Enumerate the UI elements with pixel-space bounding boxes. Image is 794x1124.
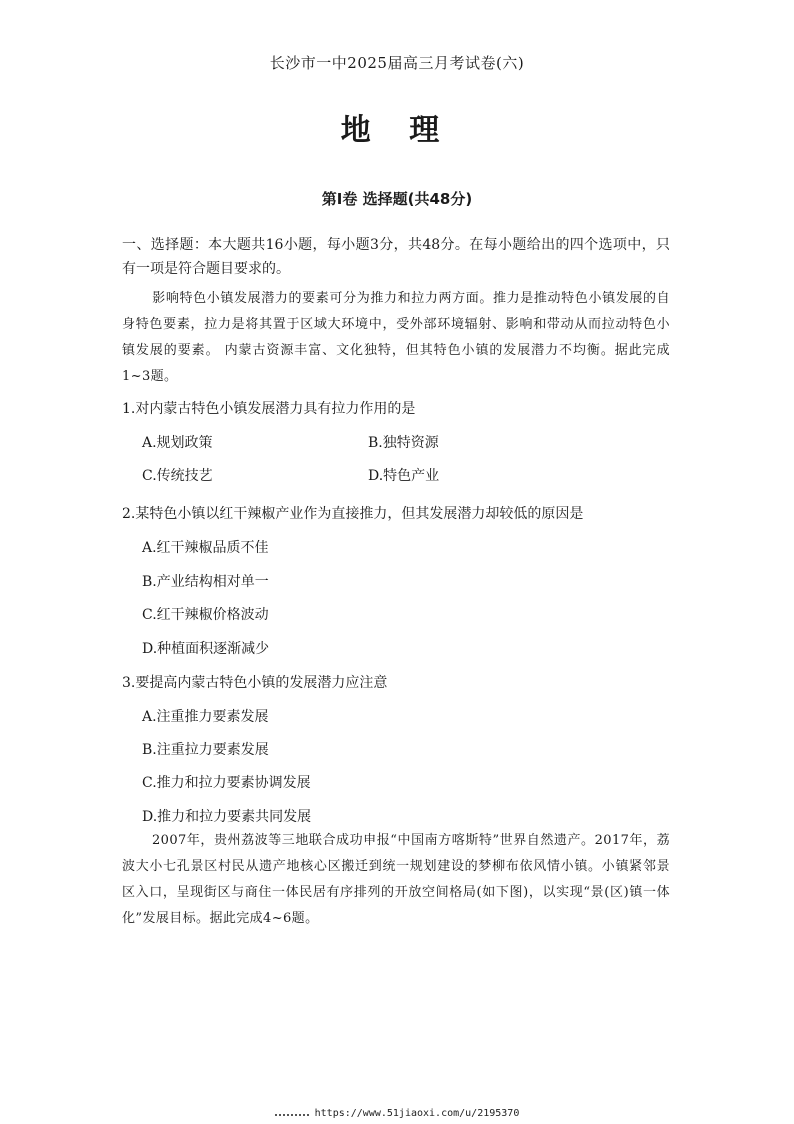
watermark-mark-icon (275, 1110, 309, 1116)
question-1-stem: 1.对内蒙古特色小镇发展潜力具有拉力作用的是 (122, 401, 416, 417)
question-2-option-b[interactable]: B.产业结构相对单一 (142, 574, 269, 590)
question-3-stem: 3.要提高内蒙古特色小镇的发展潜力应注意 (122, 675, 388, 691)
question-2-option-c[interactable]: C.红干辣椒价格波动 (142, 607, 269, 623)
question-1-option-b[interactable]: B.独特资源 (368, 435, 439, 451)
question-1-option-c[interactable]: C.传统技艺 (142, 468, 213, 484)
question-3-option-a[interactable]: A.注重推力要素发展 (142, 709, 269, 725)
footer-url[interactable]: https://www.51jiaoxi.com/u/2195370 (314, 1108, 520, 1119)
passage-1-text: 影响特色小镇发展潜力的要素可分为推力和拉力两方面。推力是推动特色小镇发展的自身特色要素，拉力是将其置于区域大环境中，受外部环境辐射、影响和带动从而拉动特色小镇发展的要素。 内蒙古资源丰富、文化独特，但其特色小镇的发展潜力不均衡。据此完成1~3题。 (122, 291, 670, 384)
reading-passage-2 (122, 828, 670, 932)
question-2-stem: 2.某特色小镇以红干辣椒产业作为直接推力，但其发展潜力却较低的原因是 (122, 506, 584, 522)
question-3-option-d[interactable]: D.推力和拉力要素共同发展 (142, 809, 312, 825)
question-1-option-d[interactable]: D.特色产业 (368, 468, 440, 484)
question-2-option-d[interactable]: D.种植面积逐渐减少 (142, 641, 270, 657)
exam-title: 长沙市一中2025届高三月考试卷(六) (269, 54, 525, 72)
passage-2-text: 2007年，贵州荔波等三地联合成功申报“中国南方喀斯特”世界自然遗产。2017年，荔波大小七孔景区村民从遗产地核心区搬迁到统一规划建设的梦柳布依风情小镇。小镇紧邻景区入口，呈现街区与商住一体民居有序排列的开放空间格局(如下图)，以实现“景(区)镇一体化”发展目标。据此完成4~6题。 (122, 833, 670, 926)
subject-title: 地 理 (340, 113, 454, 148)
question-3-option-c[interactable]: C.推力和拉力要素协调发展 (142, 775, 311, 791)
question-1-option-a[interactable]: A.规划政策 (142, 435, 213, 451)
instructions: 一、选择题：本大题共16小题，每小题3分，共48分。在每小题给出的四个选项中，只有一项是符合题目要求的。 (122, 237, 670, 277)
question-3-option-b[interactable]: B.注重拉力要素发展 (142, 742, 269, 758)
question-2-option-a[interactable]: A.红干辣椒品质不佳 (142, 540, 269, 556)
reading-passage-1 (122, 286, 670, 390)
section-title: 第Ⅰ卷 选择题(共48分) (321, 190, 473, 208)
footer-watermark (0, 1108, 794, 1119)
